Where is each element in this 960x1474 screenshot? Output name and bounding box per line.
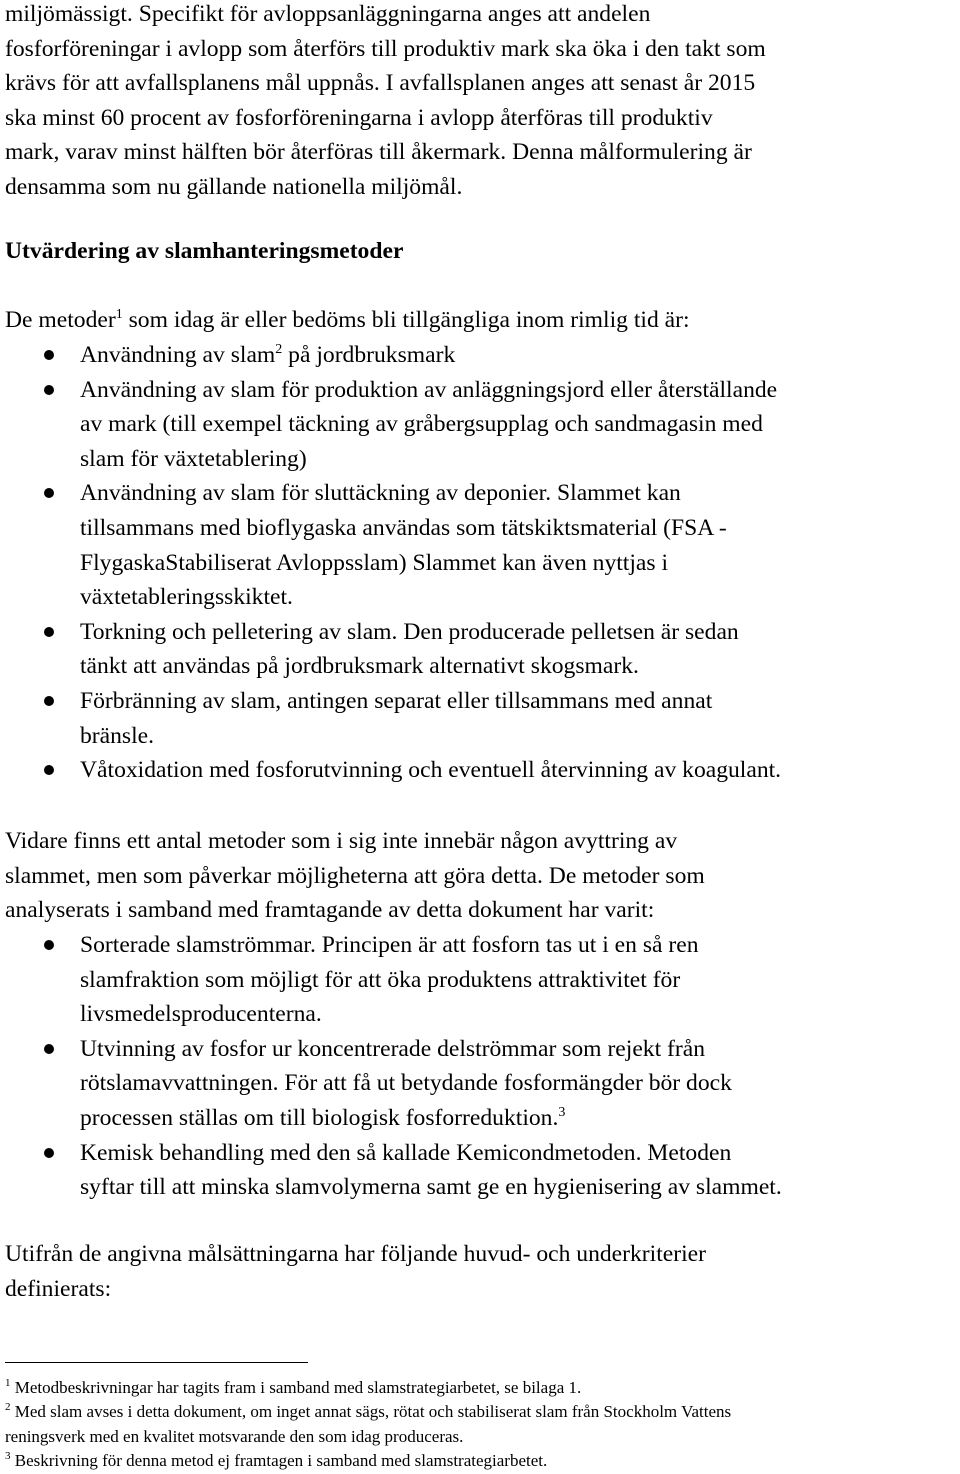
text-line: definierats: xyxy=(5,1275,112,1302)
list-item xyxy=(0,476,960,614)
bullet-icon xyxy=(44,940,54,950)
section-heading: Utvärdering av slamhanteringsmetoder xyxy=(5,238,404,264)
bullet-icon xyxy=(44,350,54,360)
closing-paragraph xyxy=(5,1237,955,1306)
text-line: miljömässigt. Specifikt för avloppsanläggningarna anges att andelen xyxy=(5,1,651,27)
list-item xyxy=(0,615,960,684)
list-item xyxy=(0,753,960,788)
list-item-text xyxy=(80,615,958,684)
footnote-text: Beskrivning för denna metod ej framtagen i samband med slamstrategiarbetet. xyxy=(14,1451,548,1471)
list-item xyxy=(0,1136,960,1205)
methods-intro-text: De metoder xyxy=(5,307,116,333)
footnotes xyxy=(5,1376,955,1474)
footnote-2-cont xyxy=(5,1425,955,1449)
bullet-icon xyxy=(44,1044,54,1054)
text-line xyxy=(80,338,958,373)
text-line xyxy=(5,303,955,338)
footnote-text: Med slam avses i detta dokument, om inget annat sägs, rötat och stabiliserat slam från Stockholm Vattens xyxy=(14,1402,732,1422)
text-line: Vidare finns ett antal metoder som i sig inte innebär någon avyttring av xyxy=(5,828,678,854)
text-line: tillsammans med bioflygaska användas som tätskiktsmaterial (FSA - xyxy=(80,514,727,541)
text-line: slamfraktion som möjligt för att öka produktens attraktivitet för xyxy=(80,966,681,993)
footnote-number: 1 xyxy=(5,1377,11,1389)
methods-list xyxy=(0,338,960,788)
text-line: växtetableringsskiktet. xyxy=(80,584,293,611)
text-line: syftar till att minska slamvolymerna samt ge en hygienisering av slammet. xyxy=(80,1174,782,1201)
text-line: livsmedelsproducenterna. xyxy=(80,1001,322,1028)
text-line: ska minst 60 procent av fosforföreningarna i avlopp återföras till produktiv xyxy=(5,104,713,131)
text-line: bränsle. xyxy=(80,722,155,749)
footnote-text: Metodbeskrivningar har tagits fram i samband med slamstrategiarbetet, se bilaga 1. xyxy=(14,1378,582,1397)
list-item-text xyxy=(80,684,958,753)
list-item xyxy=(0,684,960,753)
list-item-text xyxy=(80,373,958,477)
text-line: rötslamavvattningen. För att få ut betydande fosformängder bör dock xyxy=(80,1070,732,1097)
list-item-text xyxy=(80,1032,958,1136)
text-line: mark, varav minst hälften bör återföras till åkermark. Denna målformulering är xyxy=(5,139,752,166)
methods-intro-text-rest: som idag är eller bedöms bli tillgängliga inom rimlig tid är: xyxy=(122,307,690,333)
bullet-icon xyxy=(44,696,54,706)
footnote-text: reningsverk med en kvalitet motsvarande den som idag produceras. xyxy=(5,1426,464,1446)
footnote-1 xyxy=(5,1376,955,1400)
text-line: slammet, men som påverkar möjligheterna att göra detta. De metoder som xyxy=(5,862,705,889)
intro-paragraph xyxy=(5,0,955,205)
bullet-icon xyxy=(44,385,54,395)
bullet-icon xyxy=(44,765,54,775)
text-line: FlygaskaStabiliserat Avloppsslam) Slammet kan även nyttjas i xyxy=(80,549,669,576)
list-item-text xyxy=(80,1136,958,1205)
text-line: Våtoxidation med fosforutvinning och eventuell återvinning av koagulant. xyxy=(80,757,782,784)
footnote-2 xyxy=(5,1400,955,1424)
footnote-3 xyxy=(5,1449,955,1473)
text-line: Användning av slam för sluttäckning av deponier. Slammet kan xyxy=(80,480,681,507)
footnote-number: 2 xyxy=(5,1401,11,1414)
footnote-separator xyxy=(5,1362,308,1363)
text-span: Användning av slam xyxy=(80,342,276,368)
text-line: tänkt att användas på jordbruksmark alternativt skogsmark. xyxy=(80,653,639,680)
footnote-number: 3 xyxy=(5,1450,11,1463)
footnote-ref: 3 xyxy=(558,1104,566,1120)
text-line: Användning av slam för produktion av anläggningsjord eller återställande xyxy=(80,376,778,403)
bullet-icon xyxy=(44,627,54,637)
text-line: Utvinning av fosfor ur koncentrerade delströmmar som rejekt från xyxy=(80,1035,706,1062)
bullet-icon xyxy=(44,488,54,498)
list-item xyxy=(0,1032,960,1136)
text-span: på jordbruksmark xyxy=(282,342,456,368)
list-item-text xyxy=(80,753,958,788)
bullet-icon xyxy=(44,1148,54,1158)
text-line: av mark (till exempel täckning av gråbergsupplag och sandmagasin med xyxy=(80,411,763,438)
list-item xyxy=(0,928,960,1032)
list-item-text xyxy=(80,476,958,614)
text-line: densamma som nu gällande nationella miljömål. xyxy=(5,173,463,200)
text-line: Förbränning av slam, antingen separat eller tillsammans med annat xyxy=(80,687,713,714)
text-line xyxy=(80,1101,958,1136)
further-paragraph xyxy=(5,824,955,928)
list-item-text xyxy=(80,338,958,373)
footnote-ref: 2 xyxy=(275,342,283,357)
text-line: analyserats i samband med framtagande av detta dokument har varit: xyxy=(5,897,655,924)
text-line: Kemisk behandling med den så kallade Kemicondmetoden. Metoden xyxy=(80,1139,732,1166)
text-line: Sorterade slamströmmar. Principen är att fosforn tas ut i en så ren xyxy=(80,932,699,958)
text-line: Utifrån de angivna målsättningarna har följande huvud- och underkriterier xyxy=(5,1241,706,1267)
list-item xyxy=(0,338,960,373)
other-methods-list xyxy=(0,928,960,1205)
list-item xyxy=(0,373,960,477)
text-line: slam för växtetablering) xyxy=(80,445,307,472)
text-line: fosforföreningar i avlopp som återförs till produktiv mark ska öka i den takt som xyxy=(5,35,766,62)
list-item-text xyxy=(80,928,958,1032)
text-line: krävs för att avfallsplanens mål uppnås. I avfallsplanen anges att senast år 2015 xyxy=(5,70,756,97)
methods-intro xyxy=(5,303,955,338)
footnote-ref: 1 xyxy=(115,307,123,322)
text-span: processen ställas om till biologisk fosforreduktion. xyxy=(80,1104,559,1131)
text-line: Torkning och pelletering av slam. Den producerade pelletsen är sedan xyxy=(80,618,739,645)
